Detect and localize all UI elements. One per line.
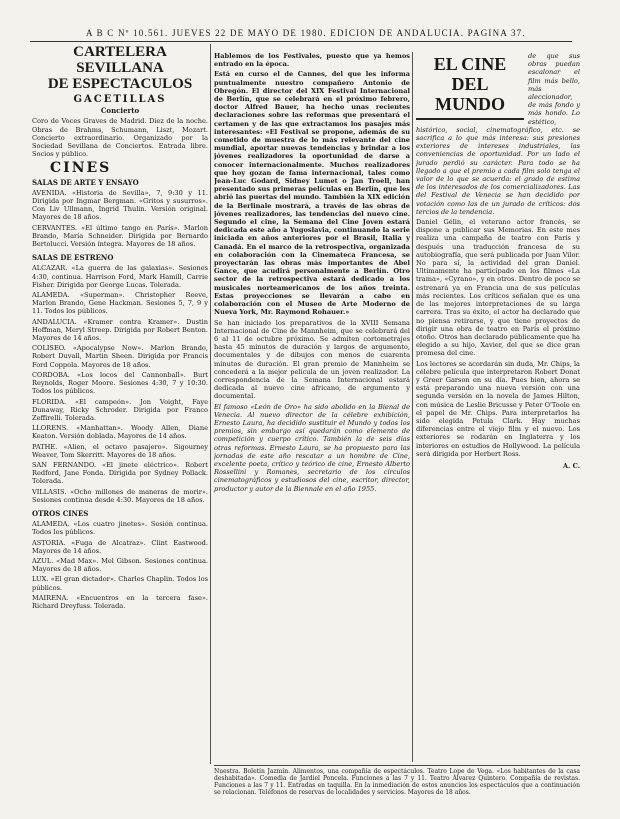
cartelera-title-line1: CARTELERA SEVILLANA	[73, 44, 167, 76]
footer-notices: Nuestra. Boletín Jazmín. Alimentos, una compañía de espectáculos. Teatro Lope de Vega. «Los habitantes de la casa deshabitada». Comedia de Jardiel Poncela. Funciones a las 7 y 11. Teatro Álvarez Quintero. Compañía de revistas. Funciones a las 7 y 11. Entradas en taquilla. En la inmediación de estos anuncios los espectáculos que a continuación se relacionan. Teléfonos de reservas de localidades y servicios. Mayores de 18 años.	[214, 768, 580, 796]
header-rule	[30, 41, 572, 42]
cines-heading: CINES	[50, 160, 112, 177]
article-title-line1: EL CINE	[433, 54, 507, 74]
estreno-list	[32, 264, 208, 503]
article-title	[416, 52, 524, 120]
article-intro: Hablemos de los Festivales, puesto que ya hemos entrado en la época.	[214, 52, 410, 69]
list-item: PATHE. «Alien, el octavo pasajero». Sigourney Weaver, Tom Skerritt. Mayores de 18 años.	[32, 442, 208, 459]
list-item: ALAMEDA. «Los cuatro jinetes». Sesión continua. Todos los públicos.	[32, 520, 208, 537]
list-item: MAIRENA. «Encuentros en la tercera fase». Richard Dreyfuss. Tolerada.	[32, 593, 208, 610]
article-paragraph: Se han iniciado los preparativos de la XVIII Semana Internacional de Cine de Mannheim, que se celebrará del 6 al 11 de octubre próximo. Se admiten cortometrajes hasta 45 minutos de duración y largos de argumento, documentales y de dibujos con menos de cuarenta minutos de duración. El gran premio de Mannheim se concederá a la mejor película de un joven realizador. La correspondencia de la Semana Internacional estará dedicada al nuevo cine africano, de argumento y documental.	[214, 318, 410, 401]
article-title-line2: DEL MUNDO	[435, 74, 505, 114]
article-signature: A. C.	[562, 461, 580, 470]
list-item: AZUL. «Mad Max». Mel Gibson. Sesiones continua. Mayores de 18 años.	[32, 556, 208, 574]
salas-estreno-heading: SALAS DE ESTRENO	[32, 253, 114, 263]
article-column-right	[416, 52, 580, 772]
list-item: FLORIDA. «El campeón». Jon Voight, Faye Dunaway, Ricky Schroder. Dirigida por Franco Zeffirelli. Tolerada.	[32, 397, 208, 422]
arte-list	[32, 189, 208, 248]
cartelera-title-line2: DE ESPECTACULOS	[47, 76, 193, 92]
list-item: AVENIDA. «Historia de Sevilla», 7, 9:30 y 11. Dirigida por Ingmar Bergman. «Gritos y susurros». Con Liv Ullmann, Ingrid Thulin. Versión original. Mayores de 18 años.	[32, 188, 208, 222]
article-paragraph: Está en curso el de Cannes, del que les informa puntualmente nuestro compañero Antonio de Obregón. El director del XIX Festival Internacional de Berlín, que se celebrará en el próximo febrero, doctor Alfred Bauer, ha hecho unas recientes declaraciones sobre las reformas que presentará el certamen y de las que extractamos los pasajes más interesantes: «El Festival se propone, además de su cometido de muestra de lo más relevante del cine mundial, aportar nuevas tendencias y brindar a los jóvenes realizadores la oportunidad de darse a conocer internacionalmente. Muchos realizadores que hoy gozan de fama internacional, tales como Jean-Luc Godard, Sidney Lumet o Jan Troell, han presentado sus primeras películas en Berlín, que les abrió las puertas del mundo. También la XIX edición de la Berlinale mostrará, a través de las obras de jóvenes realizadores, las tendencias del nuevo cine. Segundo el cine, la Semana del Cine Joven estará dedicada este año a Yugoslavia, continuando la serie iniciada en años anteriores por el Brasil, Italia y Canadá. En el marco de la retrospectiva, organizada en colaboración con la Cinemateca Francesa, se proyectarán las obras más importantes de Abel Gance, que acudirá personalmente a Berlín. Otro sector de la retrospectiva estará dedicado a los musicales norteamericanos de los años treinta. Estas proyecciones se llevarán a cabo en colaboración con el Museo de Arte Moderno de Nueva York, Mr. Raymond Rohauer.»	[214, 70, 410, 317]
list-item: CORDOBA. «Los locos del Cannonball». Burt Reynolds, Roger Moore. Sesiones 4:30, 7 y 10:30. Todos los públicos.	[32, 370, 208, 396]
article-paragraph: El famoso «León de Oro» ha sido abolido en la Bienal de Venecia. Al nuevo director de la célebre exhibición, Ernesto Laura, ha decidido sustituir el Mundo y todos los premios, sin embargo así quedarán como elemento de competición y cuerpo crítico. También la de seis días otras reformas. Ernesto Laura, se ha propuesto para las jornadas de este año rescatar a un hombre de Cine, excelente poeta, crítico y teórico de cine, Ernesto Alberto Rossellini y Romanes, secretario de los círculos cinematográficos y estudiosos del cine, escritor, director, productor y autor de la Biennale en el año 1955.	[214, 402, 410, 493]
list-item: COLISEO. «Apocalypse Now». Marlon Brando, Robert Duvall, Martin Sheen. Dirigida por Francis Ford Coppola. Mayores de 18 años.	[32, 344, 208, 369]
concierto-text: Coro de Voces Graves de Madrid. Diez de la noche. Obras de Brahms, Schumann, Liszt, Mozart. Concierto extraordinario. Organizado por la Sociedad Sevillana de Conciertos. Entrada libre. Socios y público.	[32, 117, 208, 159]
otros-list	[32, 520, 208, 610]
column-divider	[210, 44, 211, 764]
gacetillas-heading: GACETILLAS	[73, 94, 167, 105]
footer-rule	[214, 765, 580, 766]
list-item: ASTORIA. «Fuga de Alcatraz». Clint Eastwood. Mayores de 14 años.	[32, 538, 208, 555]
list-item: SAN FERNANDO. «El jinete eléctrico». Robert Redford, Jane Fonda. Dirigida por Sydney Pollack. Tolerada.	[32, 460, 208, 486]
article-paragraph: Daniel Gélin, el veterano actor francés, se dispone a publicar sus Memorias. En este mes realiza una campaña de teatro con Paris y después una traducción francesa de su autobiografía, que será publicada por Juan Vilor. No para sí, la actividad del gran Daniel. Ultimamente ha participado en los filmes «La trama», «Cyrano», y en otros. Dentro de poco se estrenará ya en Francia una de sus películas más recientes. Los críticos señalan que es una de las mejores interpretaciones de su larga carrera. Tras su éxito, el actor ha declarado que no piensa retirarse, y que tiene proyectos de dirigir una obra de teatro en París el próximo otoño. Otros han declarado públicamente que ha elegido a su hijo, Xavier, del que se dice gran promesa del cine.	[416, 218, 580, 358]
list-item: CERVANTES. «El último tango en París». Marlon Brando, María Schneider. Dirigida por Bernardo Bertolucci. Versión íntegra. Mayores de 18 años.	[32, 223, 208, 249]
list-item: ANDALUCIA. «Kramer contra Kramer». Dustin Hoffman, Meryl Streep. Dirigida por Robert Benton. Mayores de 14 años.	[32, 317, 208, 343]
salas-arte-heading: SALAS DE ARTE Y ENSAYO	[32, 177, 139, 187]
list-item: ALAMEDA. «Superman». Christopher Reeve, Marlon Brando, Gene Hackman. Sesiones 5, 7, 9 y 11. Todos los públicos.	[32, 291, 208, 316]
concierto-heading: Concierto	[100, 106, 140, 116]
otros-cines-heading: OTROS CINES	[32, 508, 89, 518]
page-header: A B C Nº 10.561. JUEVES 22 DE MAYO DE 1980. EDICION DE ANDALUCIA. PAGINA 37.	[86, 28, 526, 38]
list-item: LLORENS. «Manhattan». Woody Allen, Diane Keaton. Versión doblada. Mayores de 14 años.	[32, 424, 208, 441]
column-divider	[412, 52, 413, 762]
article-column-center	[214, 52, 410, 762]
cartelera-column	[32, 44, 208, 764]
list-item: LUX. «El gran dictador». Charles Chaplin. Todos los públicos.	[32, 575, 208, 592]
article-paragraph: Los lectores se acordarán sin duda, Mr. Chips, la célebre película que interpretaron Robert Donat y Greer Garson en su día. Pues bien, ahora se está preparando una nueva versión con una segunda versión en la novela de James Hilton, con música de Leslie Bricusse y Peter O'Toole en el papel de Mr. Chips. Para interpretarlos ha sido elegida Petula Clark. Hay muchas diferencias entre el viejo film y el nuevo. Los exteriores se rodarán en Inglaterra y los interiores en estudios de Hollywood. La película será dirigida por Herbert Ross.	[416, 359, 580, 458]
article-paragraph: de que sus obras puedan escalonar el film más bello, más aleccionador, de más fondo y más hondo. Lo estético, histórico, social, cinematográfico, etc. se sacrifica a lo que más interesa: sus presiones exteriores de intereses industriales, las conveniencias de oportunidad. Por un lado el jurado perdió su carácter. Para todo se ha llegado a que el premio a cada film solo tenga el valor de lo que se acuerda: el grado de estima de los interesados de los comercializadores. Las del Festival de Venecia se han decidido por votación como las de un jurado de críticos: dos tercios de la tendencia.	[416, 52, 580, 216]
list-item: VILLASIS. «Ocho millones de maneras de morir». Sesiones continua desde 4:30. Mayores de 18 años.	[32, 487, 208, 504]
list-item: ALCAZAR. «La guerra de las galaxias». Sesiones 4:30, continua. Harrison Ford, Mark Hamill, Carrie Fisher. Dirigida por George Lucas. Tolerada.	[32, 264, 208, 289]
